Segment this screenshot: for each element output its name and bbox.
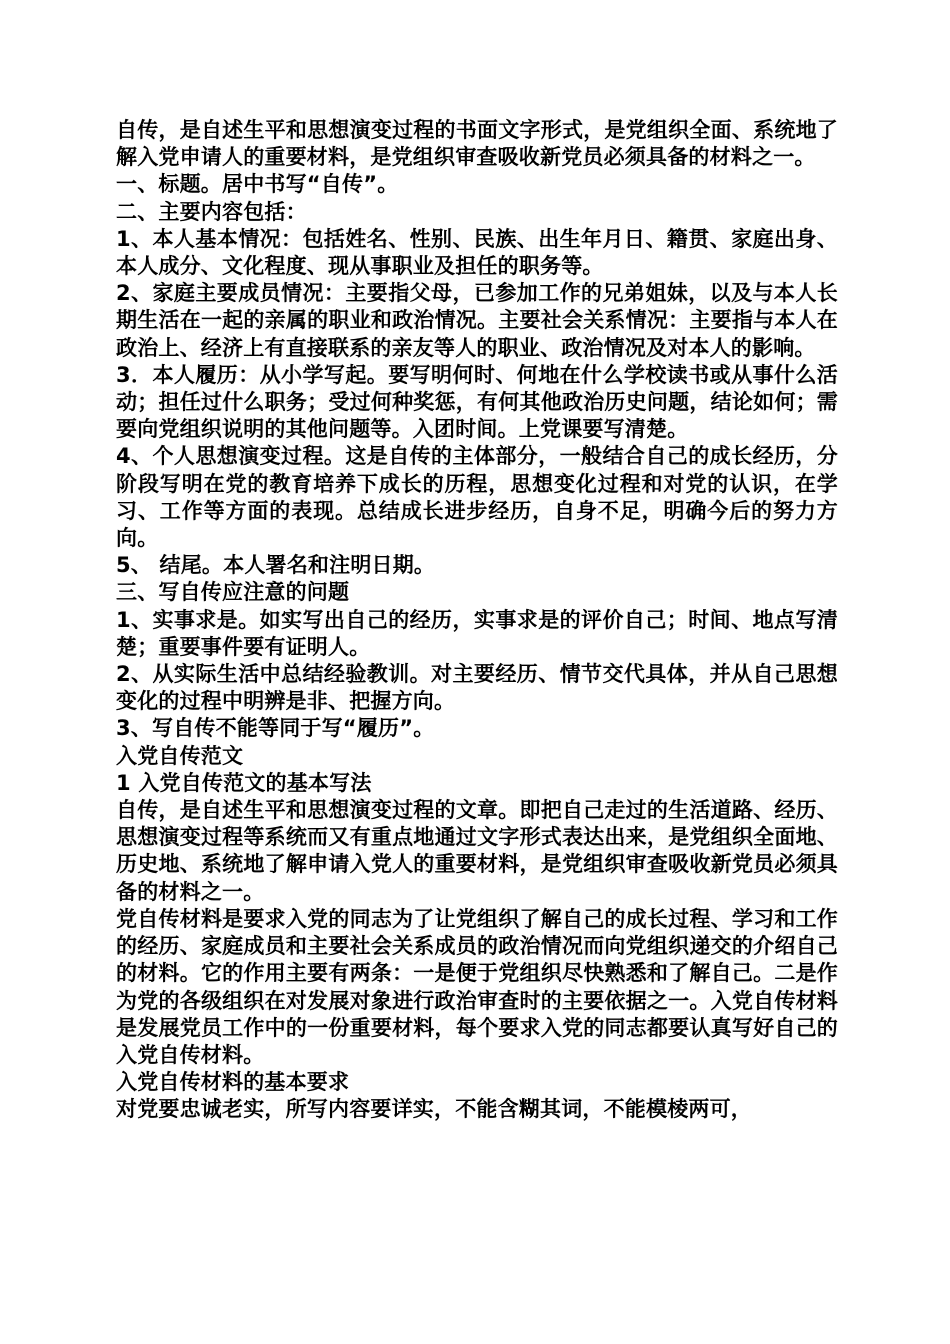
- item-family-members: 2、家庭主要成员情况：主要指父母，已参加工作的兄弟姐妹，以及与本人长期生活在一起的亲属的职业和政治情况。主要社会关系情况：主要指与本人在政治上、经济上有直接联系的亲友等人的职业、政治情况及对本人的影响。: [116, 281, 838, 360]
- item-thought-evolution: 4、个人思想演变过程。这是自传的主体部分，一般结合自己的成长经历，分阶段写明在党的教育培养下成长的历程，思想变化过程和对党的认识，在学习、工作等方面的表现。总结成长进步经历，自身不足，明确今后的努力方向。: [116, 444, 838, 551]
- item-personal-history: 3．本人履历：从小学写起。要写明何时、何地在什么学校读书或从事什么活动；担任过什么职务；受过何种奖惩，有何其他政治历史问题，结论如何；需要向党组织说明的其他问题等。入团时间。上党课要写清楚。: [116, 362, 838, 442]
- heading-basic-writing: 1 入党自传范文的基本写法: [116, 770, 372, 795]
- note-lessons: 2、从实际生活中总结经验教训。对主要经历、情节交代具体，并从自己思想变化的过程中明辨是非、把握方向。: [116, 662, 838, 714]
- item-ending: 5、 结尾。本人署名和注明日期。: [116, 553, 436, 578]
- note-truthful: 1、实事求是。如实写出自己的经历，实事求是的评价自己；时间、地点写清楚；重要事件要有证明人。: [116, 607, 838, 659]
- section-heading-main-content: 二、主要内容包括：: [116, 199, 307, 224]
- intro-paragraph: 自传，是自述生平和思想演变过程的书面文字形式，是党组织全面、系统地了解入党申请人的重要材料，是党组织审查吸收新党员必须具备的材料之一。: [116, 118, 838, 170]
- heading-basic-requirements: 入党自传材料的基本要求: [116, 1070, 350, 1095]
- heading-sample: 入党自传范文: [116, 743, 244, 768]
- note-not-resume: 3、写自传不能等同于写“履历”。: [116, 716, 435, 741]
- section-heading-title: 一、标题。居中书写“自传”。: [116, 172, 399, 197]
- document-body: [116, 117, 838, 1124]
- paragraph-purpose: 党自传材料是要求入党的同志为了让党组织了解自己的成长过程、学习和工作的经历、家庭成员和主要社会关系成员的政治情况而向党组织递交的介绍自己的材料。它的作用主要有两条：一是便于党组织尽快熟悉和了解自己。二是作为党的各级组织在对发展对象进行政治审查时的主要依据之一。入党自传材料是发展党员工作中的一份重要材料，每个要求入党的同志都要认真写好自己的入党自传材料。: [116, 906, 838, 1067]
- paragraph-requirements: 对党要忠诚老实，所写内容要详实，不能含糊其词，不能模棱两可，: [116, 1097, 752, 1122]
- item-basic-info: 1、本人基本情况：包括姓名、性别、民族、出生年月日、籍贯、家庭出身、本人成分、文化程度、现从事职业及担任的职务等。: [116, 226, 838, 279]
- paragraph-definition: 自传，是自述生平和思想演变过程的文章。即把自己走过的生活道路、经历、思想演变过程等系统而又有重点地通过文字形式表达出来，是党组织全面地、历史地、系统地了解申请入党人的重要材料，是党组织审查吸收新党员必须具备的材料之一。: [116, 798, 838, 904]
- section-heading-notes: 三、写自传应注意的问题: [116, 580, 350, 605]
